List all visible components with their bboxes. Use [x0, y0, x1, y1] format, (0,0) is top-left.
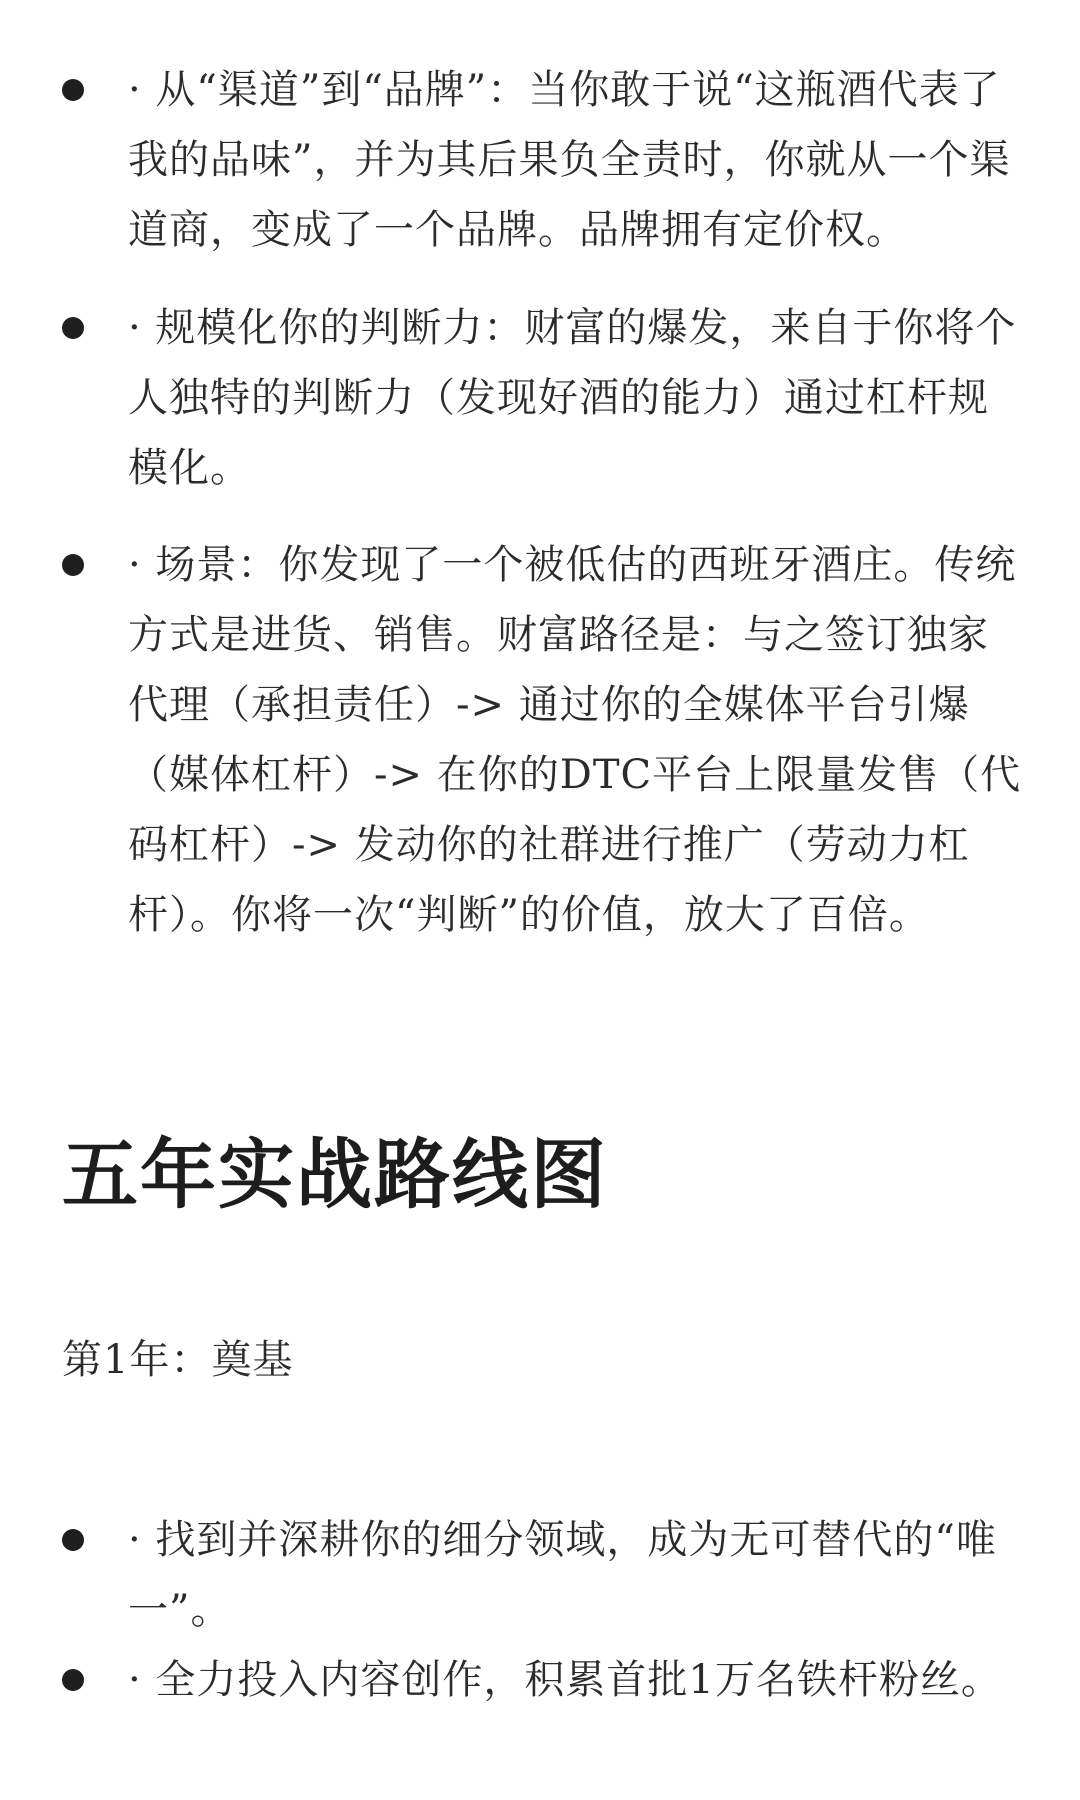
bullet-dot-icon — [62, 317, 84, 339]
list-item-text: · 找到并深耕你的细分领域，成为无可替代的“唯一”。 — [128, 1517, 997, 1633]
bullet-dot-icon — [62, 554, 84, 576]
list-item-text: · 场景：你发现了一个被低估的西班牙酒庄。传统方式是进货、销售。财富路径是：与之签订独家代理（承担责任）-> 通过你的全媒体平台引爆（媒体杠杆）-> 在你的DTC平台上限量发售（代码杠杆）-> 发动你的社群进行推广（劳动力杠杆）。你将一次“判断”的价值，放大了百倍。 — [128, 542, 1022, 938]
list-item-text: · 全力投入内容创作，积累首批1万名铁杆粉丝。 — [128, 1657, 1002, 1703]
bullet-dot-icon — [62, 1529, 84, 1551]
bullet-dot-icon — [62, 1669, 84, 1691]
list-item-text: · 规模化你的判断力：财富的爆发，来自于你将个人独特的判断力（发现好酒的能力）通过杠杆规模化。 — [128, 305, 1017, 491]
bullet-dot-icon — [62, 79, 84, 101]
year1-heading: 第1年：奠基 — [62, 1337, 294, 1383]
list-item-text: · 从“渠道”到“品牌”：当你敢于说“这瓶酒代表了我的品味”，并为其后果负全责时，你就从一个渠道商，变成了一个品牌。品牌拥有定价权。 — [128, 67, 1011, 253]
section-title: 五年实战路线图 — [62, 1130, 608, 1219]
